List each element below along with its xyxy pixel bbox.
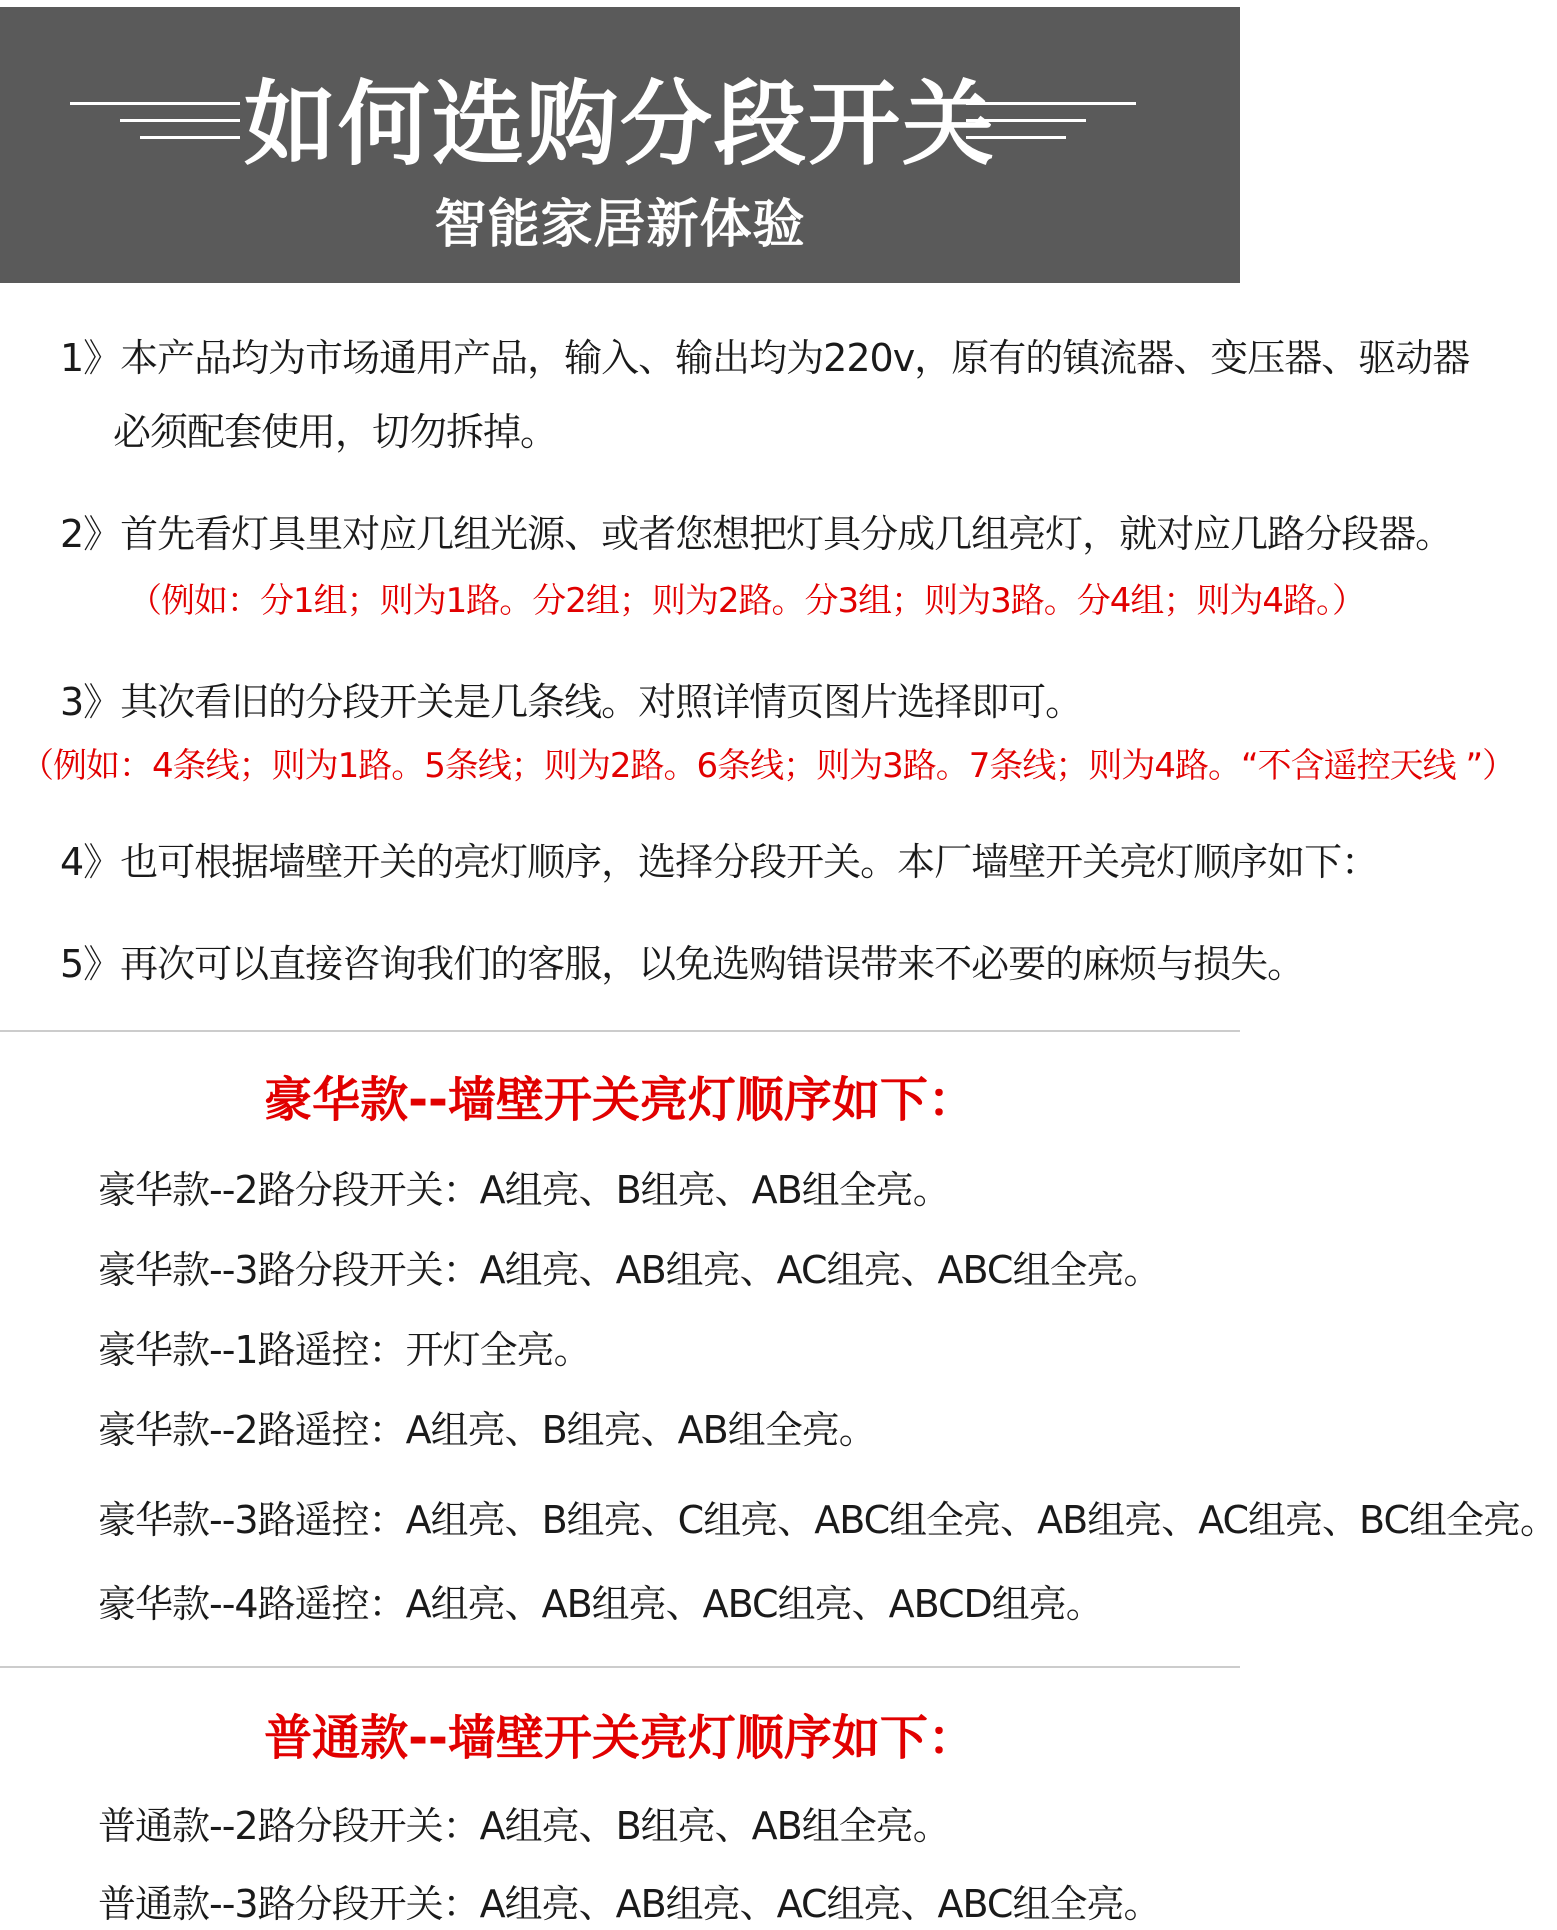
rule-3-line-1: 3》其次看旧的分段开关是几条线。对照详情页图片选择即可。 [60, 680, 1083, 724]
standard-section-title: 普通款--墙壁开关亮灯顺序如下： [264, 1710, 976, 1766]
rule-4-line-1: 4》也可根据墙壁开关的亮灯顺序，选择分段开关。本厂墙壁开关亮灯顺序如下： [60, 840, 1379, 884]
rule-2-line-1: 2》首先看灯具里对应几组光源、或者您想把灯具分成几组亮灯，就对应几路分段器。 [60, 512, 1453, 556]
luxury-item-5: 豪华款--3路遥控：A组亮、B组亮、C组亮、ABC组全亮、AB组亮、AC组亮、BC组全亮。 [98, 1498, 1557, 1542]
rule-2-note: （例如：分1组；则为1路。分2组；则为2路。分3组；则为3路。分4组；则为4路。） [128, 581, 1366, 621]
luxury-item-6: 豪华款--4路遥控：A组亮、AB组亮、ABC组亮、ABCD组亮。 [98, 1582, 1103, 1626]
page-title: 如何选购分段开关 [243, 71, 996, 178]
divider-2 [0, 1666, 1240, 1668]
luxury-item-2: 豪华款--3路分段开关：A组亮、AB组亮、AC组亮、ABC组全亮。 [98, 1248, 1161, 1292]
luxury-section-title: 豪华款--墙壁开关亮灯顺序如下： [264, 1072, 976, 1128]
page-subtitle: 智能家居新体验 [434, 195, 806, 255]
luxury-item-3: 豪华款--1路遥控：开灯全亮。 [98, 1328, 591, 1372]
standard-item-1: 普通款--2路分段开关：A组亮、B组亮、AB组全亮。 [98, 1804, 950, 1848]
rule-1-line-2: 必须配套使用，切勿拆掉。 [113, 410, 558, 454]
rule-3-note: （例如：4条线；则为1路。5条线；则为2路。6条线；则为3路。7条线；则为4路。“不含遥控天线 ”） [20, 746, 1516, 786]
rule-5-line-1: 5》再次可以直接咨询我们的客服，以免选购错误带来不必要的麻烦与损失。 [60, 942, 1305, 986]
rule-1-line-1: 1》本产品均为市场通用产品，输入、输出均为220v，原有的镇流器、变压器、驱动器 [60, 336, 1470, 380]
luxury-item-4: 豪华款--2路遥控：A组亮、B组亮、AB组全亮。 [98, 1408, 876, 1452]
luxury-item-1: 豪华款--2路分段开关：A组亮、B组亮、AB组全亮。 [98, 1168, 950, 1212]
standard-item-2: 普通款--3路分段开关：A组亮、AB组亮、AC组亮、ABC组全亮。 [98, 1882, 1161, 1926]
divider-1 [0, 1030, 1240, 1032]
